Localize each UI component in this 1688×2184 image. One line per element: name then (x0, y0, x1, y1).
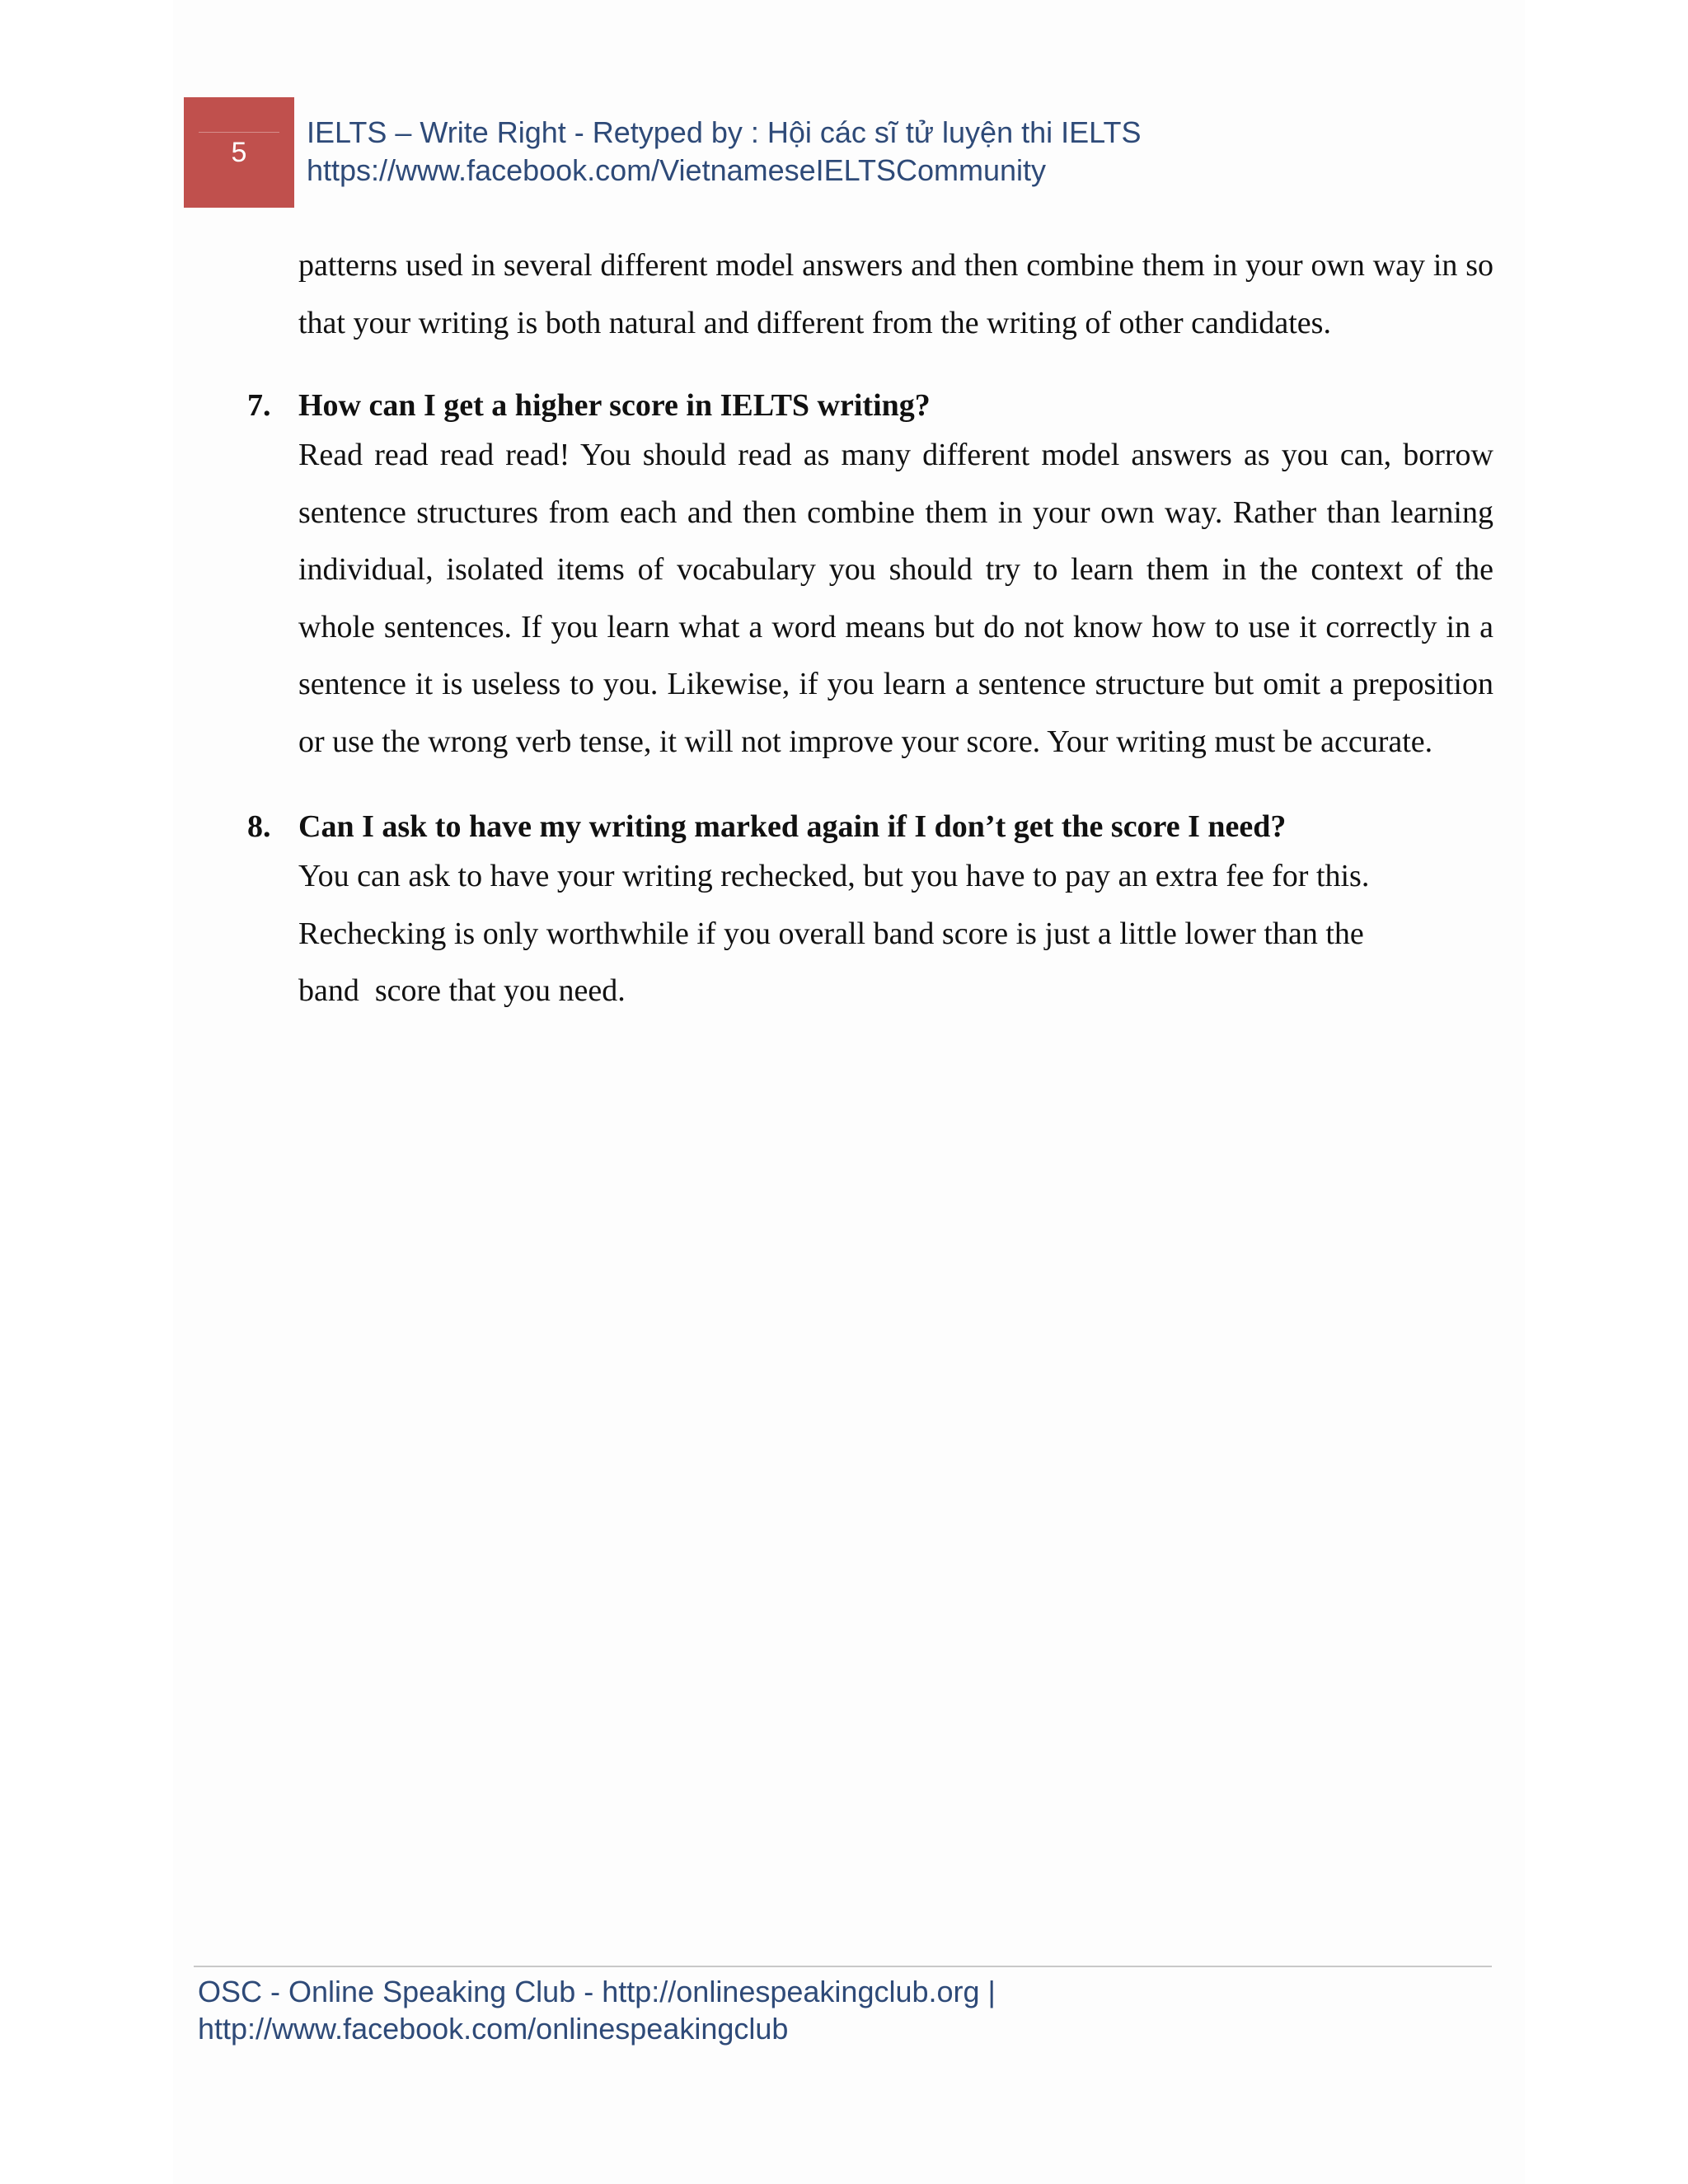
faq-number: 8. (247, 809, 271, 844)
footer-line-1[interactable]: OSC - Online Speaking Club - http://onlinespeakingclub.org | (198, 1975, 996, 2008)
faq-item-8 (247, 804, 1493, 1020)
faq-question-text: How can I get a higher score in IELTS writing? (298, 388, 931, 423)
answer-line: band score that you need. (298, 973, 626, 1008)
faq-question-7 (247, 383, 1493, 429)
faq-question-8 (247, 804, 1493, 850)
faq-answer-7: Read read read read! You should read as many different model answers as you can, borrow sentence structures from each and then combine them in your own way. Rather than learning individual, isolated items of vocabulary you should try to learn them in the context of the whole sentences. If you learn what a word means but do not know how to use it correctly in a sentence it is useless to you. Likewise, if you learn a sentence structure but omit a preposition or use the wrong verb tense, it will not improve your score. Your writing must be accurate. (298, 438, 1493, 759)
answer-line: Rechecking is only worthwhile if you overall band score is just a little lower than the (298, 916, 1364, 951)
header-url[interactable]: https://www.facebook.com/VietnameseIELTSCommunity (307, 153, 1047, 187)
faq-question-text: Can I ask to have my writing marked again if I don’t get the score I need? (298, 809, 1287, 844)
page-number-badge (184, 97, 294, 208)
footer-line-2[interactable]: http://www.facebook.com/onlinespeakingclub (198, 2012, 789, 2046)
faq-answer-8 (298, 848, 1493, 1020)
faq-item-7 (247, 383, 1493, 771)
faq-number: 7. (247, 388, 271, 423)
footer-divider (194, 1966, 1492, 1967)
intro-paragraph: patterns used in several different model answers and then combine them in your own way in so that your writing is both natural and different from the writing of other candidates. (298, 248, 1493, 340)
answer-line: You can ask to have your writing rechecked, but you have to pay an extra fee for this. (298, 859, 1370, 893)
badge-rule (199, 132, 279, 133)
page-number: 5 (231, 136, 247, 168)
document-body (247, 237, 1493, 1020)
header-title: IELTS – Write Right - Retyped by : Hội các sĩ tử luyện thi IELTS (307, 115, 1142, 149)
page-footer (198, 1973, 996, 2047)
running-header (307, 114, 1141, 190)
